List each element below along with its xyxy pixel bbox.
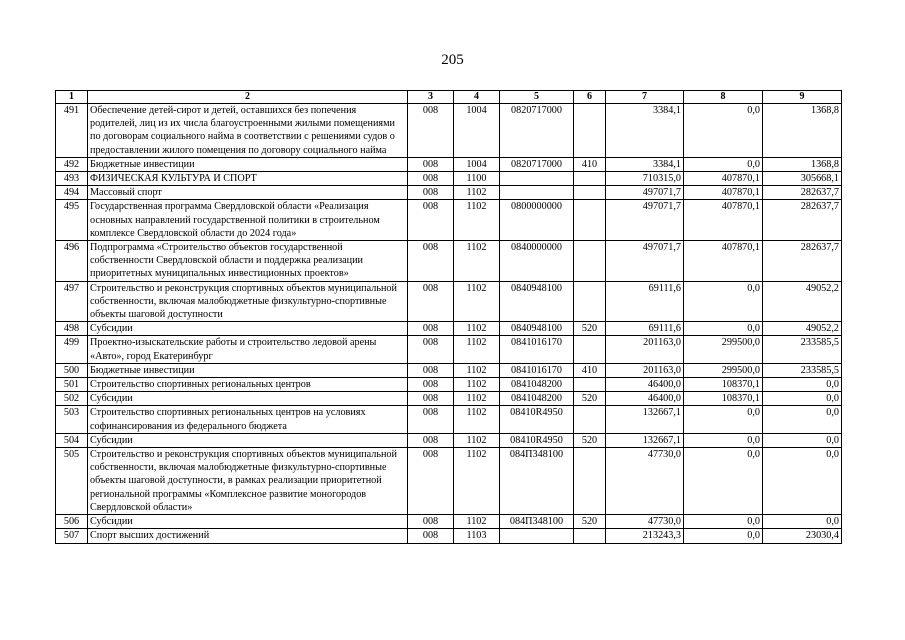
table-row bbox=[56, 200, 842, 241]
row-col4-cell: 1102 bbox=[454, 363, 500, 377]
row-name-cell: Спорт высших достижений bbox=[88, 529, 408, 543]
row-col3-cell: 008 bbox=[408, 157, 454, 171]
row-col4-cell: 1102 bbox=[454, 336, 500, 363]
row-number-cell: 500 bbox=[56, 363, 88, 377]
row-col3-cell: 008 bbox=[408, 448, 454, 515]
row-col9-amount: 0,0 bbox=[763, 406, 842, 433]
row-col6-cell: 520 bbox=[574, 322, 606, 336]
row-col3-cell: 008 bbox=[408, 363, 454, 377]
row-col5-cell: 0840948100 bbox=[500, 281, 574, 322]
row-name-cell: Бюджетные инвестиции bbox=[88, 157, 408, 171]
row-col9-amount: 1368,8 bbox=[763, 157, 842, 171]
row-col8-amount: 0,0 bbox=[684, 281, 763, 322]
row-col8-amount: 0,0 bbox=[684, 104, 763, 158]
row-number-cell: 503 bbox=[56, 406, 88, 433]
row-name-cell: Субсидии bbox=[88, 322, 408, 336]
row-col7-amount: 46400,0 bbox=[606, 378, 684, 392]
row-number-cell: 495 bbox=[56, 200, 88, 241]
table-row bbox=[56, 448, 842, 515]
table-row bbox=[56, 406, 842, 433]
row-name-cell: Подпрограмма «Строительство объектов государственной собственности Свердловской области и поддержка реализации приоритетных муниципальных инвестиционных проектов» bbox=[88, 241, 408, 282]
row-col3-cell: 008 bbox=[408, 336, 454, 363]
table-row bbox=[56, 529, 842, 543]
row-col7-amount: 69111,6 bbox=[606, 322, 684, 336]
row-col7-amount: 47730,0 bbox=[606, 515, 684, 529]
row-col5-cell: 0841016170 bbox=[500, 363, 574, 377]
row-col8-amount: 0,0 bbox=[684, 529, 763, 543]
row-name-cell: Субсидии bbox=[88, 433, 408, 447]
row-col4-cell: 1103 bbox=[454, 529, 500, 543]
row-col3-cell: 008 bbox=[408, 172, 454, 186]
row-col3-cell: 008 bbox=[408, 104, 454, 158]
header-col-3: 3 bbox=[408, 91, 454, 104]
row-name-cell: Субсидии bbox=[88, 392, 408, 406]
row-col7-amount: 132667,1 bbox=[606, 433, 684, 447]
row-col8-amount: 299500,0 bbox=[684, 363, 763, 377]
header-col-9: 9 bbox=[763, 91, 842, 104]
row-col9-amount: 233585,5 bbox=[763, 363, 842, 377]
row-col6-cell bbox=[574, 281, 606, 322]
row-number-cell: 507 bbox=[56, 529, 88, 543]
header-row bbox=[56, 91, 842, 104]
row-col9-amount: 23030,4 bbox=[763, 529, 842, 543]
table-row bbox=[56, 322, 842, 336]
row-col7-amount: 47730,0 bbox=[606, 448, 684, 515]
row-col9-amount: 282637,7 bbox=[763, 200, 842, 241]
row-col7-amount: 201163,0 bbox=[606, 336, 684, 363]
row-col9-amount: 0,0 bbox=[763, 448, 842, 515]
row-col8-amount: 0,0 bbox=[684, 433, 763, 447]
row-col8-amount: 108370,1 bbox=[684, 392, 763, 406]
row-number-cell: 499 bbox=[56, 336, 88, 363]
row-col6-cell bbox=[574, 200, 606, 241]
row-col7-amount: 497071,7 bbox=[606, 186, 684, 200]
row-col5-cell: 0841016170 bbox=[500, 336, 574, 363]
row-name-cell: Строительство и реконструкция спортивных объектов муниципальной собственности, включая малобюджетные физкультурно-спортивные объекты шаговой доступности bbox=[88, 281, 408, 322]
row-col4-cell: 1102 bbox=[454, 186, 500, 200]
row-col7-amount: 46400,0 bbox=[606, 392, 684, 406]
row-col6-cell: 520 bbox=[574, 433, 606, 447]
row-col4-cell: 1102 bbox=[454, 515, 500, 529]
row-col4-cell: 1102 bbox=[454, 200, 500, 241]
row-number-cell: 501 bbox=[56, 378, 88, 392]
row-name-cell: Массовый спорт bbox=[88, 186, 408, 200]
row-number-cell: 505 bbox=[56, 448, 88, 515]
row-name-cell: Субсидии bbox=[88, 515, 408, 529]
row-number-cell: 497 bbox=[56, 281, 88, 322]
page-number: 205 bbox=[441, 52, 464, 68]
row-col9-amount: 0,0 bbox=[763, 378, 842, 392]
table-row bbox=[56, 172, 842, 186]
row-col9-amount: 1368,8 bbox=[763, 104, 842, 158]
row-col6-cell bbox=[574, 172, 606, 186]
row-col5-cell: 0840000000 bbox=[500, 241, 574, 282]
row-col8-amount: 407870,1 bbox=[684, 172, 763, 186]
row-col9-amount: 0,0 bbox=[763, 392, 842, 406]
row-name-cell: ФИЗИЧЕСКАЯ КУЛЬТУРА И СПОРТ bbox=[88, 172, 408, 186]
row-col5-cell: 0841048200 bbox=[500, 392, 574, 406]
row-col4-cell: 1102 bbox=[454, 281, 500, 322]
header-col-6: 6 bbox=[574, 91, 606, 104]
row-col9-amount: 0,0 bbox=[763, 433, 842, 447]
row-number-cell: 491 bbox=[56, 104, 88, 158]
row-col3-cell: 008 bbox=[408, 281, 454, 322]
row-number-cell: 502 bbox=[56, 392, 88, 406]
row-number-cell: 493 bbox=[56, 172, 88, 186]
row-number-cell: 506 bbox=[56, 515, 88, 529]
row-number-cell: 494 bbox=[56, 186, 88, 200]
row-col3-cell: 008 bbox=[408, 515, 454, 529]
row-col8-amount: 407870,1 bbox=[684, 241, 763, 282]
row-col8-amount: 0,0 bbox=[684, 448, 763, 515]
row-col5-cell bbox=[500, 172, 574, 186]
table-row bbox=[56, 241, 842, 282]
row-col3-cell: 008 bbox=[408, 433, 454, 447]
row-col6-cell bbox=[574, 378, 606, 392]
row-col8-amount: 0,0 bbox=[684, 157, 763, 171]
row-col5-cell: 0820717000 bbox=[500, 104, 574, 158]
table-row bbox=[56, 392, 842, 406]
row-col5-cell bbox=[500, 186, 574, 200]
row-col7-amount: 132667,1 bbox=[606, 406, 684, 433]
row-col6-cell: 520 bbox=[574, 515, 606, 529]
row-col7-amount: 213243,3 bbox=[606, 529, 684, 543]
table-row bbox=[56, 515, 842, 529]
row-name-cell: Государственная программа Свердловской области «Реализация основных направлений государственной политики в строительном комплексе Свердловской области до 2024 года» bbox=[88, 200, 408, 241]
row-col4-cell: 1102 bbox=[454, 406, 500, 433]
row-col5-cell: 08410R4950 bbox=[500, 406, 574, 433]
table-row bbox=[56, 186, 842, 200]
row-col3-cell: 008 bbox=[408, 392, 454, 406]
row-col8-amount: 299500,0 bbox=[684, 336, 763, 363]
row-col3-cell: 008 bbox=[408, 378, 454, 392]
header-col-2: 2 bbox=[88, 91, 408, 104]
row-name-cell: Обеспечение детей-сирот и детей, оставшихся без попечения родителей, лиц из их числа благоустроенными жилыми помещениями по договорам социального найма в соответствии с решениями судов о предоставлении жилого помещения по договору социального найма bbox=[88, 104, 408, 158]
row-col4-cell: 1102 bbox=[454, 378, 500, 392]
row-col3-cell: 008 bbox=[408, 186, 454, 200]
header-col-7: 7 bbox=[606, 91, 684, 104]
row-col3-cell: 008 bbox=[408, 200, 454, 241]
row-col7-amount: 69111,6 bbox=[606, 281, 684, 322]
row-col8-amount: 0,0 bbox=[684, 322, 763, 336]
row-number-cell: 498 bbox=[56, 322, 88, 336]
row-col9-amount: 233585,5 bbox=[763, 336, 842, 363]
row-col7-amount: 201163,0 bbox=[606, 363, 684, 377]
row-name-cell: Строительство спортивных региональных центров на условиях софинансирования из федерального бюджета bbox=[88, 406, 408, 433]
row-col8-amount: 407870,1 bbox=[684, 200, 763, 241]
row-col6-cell bbox=[574, 529, 606, 543]
row-col9-amount: 282637,7 bbox=[763, 186, 842, 200]
row-col4-cell: 1102 bbox=[454, 433, 500, 447]
row-col6-cell bbox=[574, 104, 606, 158]
row-name-cell: Проектно-изыскательские работы и строительство ледовой арены «Авто», город Екатеринбург bbox=[88, 336, 408, 363]
header-col-8: 8 bbox=[684, 91, 763, 104]
row-col3-cell: 008 bbox=[408, 406, 454, 433]
row-name-cell: Строительство спортивных региональных центров bbox=[88, 378, 408, 392]
row-col9-amount: 49052,2 bbox=[763, 281, 842, 322]
row-col4-cell: 1004 bbox=[454, 157, 500, 171]
row-col9-amount: 305668,1 bbox=[763, 172, 842, 186]
table-row bbox=[56, 363, 842, 377]
header-col-5: 5 bbox=[500, 91, 574, 104]
row-col9-amount: 0,0 bbox=[763, 515, 842, 529]
row-col5-cell: 084П348100 bbox=[500, 515, 574, 529]
row-col4-cell: 1100 bbox=[454, 172, 500, 186]
row-col5-cell: 0840948100 bbox=[500, 322, 574, 336]
row-col5-cell: 084П348100 bbox=[500, 448, 574, 515]
row-col7-amount: 497071,7 bbox=[606, 200, 684, 241]
row-col6-cell: 410 bbox=[574, 157, 606, 171]
row-number-cell: 504 bbox=[56, 433, 88, 447]
table-row bbox=[56, 378, 842, 392]
row-col4-cell: 1102 bbox=[454, 448, 500, 515]
table-row bbox=[56, 433, 842, 447]
row-name-cell: Строительство и реконструкция спортивных объектов муниципальной собственности, включая малобюджетные физкультурно-спортивные объекты шаговой доступности, в рамках реализации приоритетной региональной программы «Комплексное развитие моногородов Свердловской области» bbox=[88, 448, 408, 515]
row-col9-amount: 49052,2 bbox=[763, 322, 842, 336]
row-col8-amount: 108370,1 bbox=[684, 378, 763, 392]
table-row bbox=[56, 281, 842, 322]
row-col7-amount: 497071,7 bbox=[606, 241, 684, 282]
budget-table bbox=[55, 90, 842, 544]
row-col4-cell: 1102 bbox=[454, 322, 500, 336]
table-row bbox=[56, 336, 842, 363]
row-col5-cell: 0820717000 bbox=[500, 157, 574, 171]
row-col7-amount: 3384,1 bbox=[606, 157, 684, 171]
row-col6-cell: 520 bbox=[574, 392, 606, 406]
row-number-cell: 496 bbox=[56, 241, 88, 282]
row-col5-cell: 08410R4950 bbox=[500, 433, 574, 447]
row-col5-cell bbox=[500, 529, 574, 543]
row-col7-amount: 3384,1 bbox=[606, 104, 684, 158]
row-col8-amount: 407870,1 bbox=[684, 186, 763, 200]
row-col6-cell: 410 bbox=[574, 363, 606, 377]
header-col-1: 1 bbox=[56, 91, 88, 104]
row-col6-cell bbox=[574, 406, 606, 433]
row-name-cell: Бюджетные инвестиции bbox=[88, 363, 408, 377]
row-col7-amount: 710315,0 bbox=[606, 172, 684, 186]
row-number-cell: 492 bbox=[56, 157, 88, 171]
table-body bbox=[56, 104, 842, 544]
row-col6-cell bbox=[574, 186, 606, 200]
row-col5-cell: 0841048200 bbox=[500, 378, 574, 392]
row-col6-cell bbox=[574, 448, 606, 515]
row-col3-cell: 008 bbox=[408, 529, 454, 543]
row-col6-cell bbox=[574, 241, 606, 282]
row-col6-cell bbox=[574, 336, 606, 363]
row-col4-cell: 1004 bbox=[454, 104, 500, 158]
row-col3-cell: 008 bbox=[408, 322, 454, 336]
row-col4-cell: 1102 bbox=[454, 241, 500, 282]
row-col9-amount: 282637,7 bbox=[763, 241, 842, 282]
table-row bbox=[56, 104, 842, 158]
row-col8-amount: 0,0 bbox=[684, 515, 763, 529]
row-col5-cell: 0800000000 bbox=[500, 200, 574, 241]
row-col8-amount: 0,0 bbox=[684, 406, 763, 433]
table-row bbox=[56, 157, 842, 171]
row-col3-cell: 008 bbox=[408, 241, 454, 282]
header-col-4: 4 bbox=[454, 91, 500, 104]
row-col4-cell: 1102 bbox=[454, 392, 500, 406]
